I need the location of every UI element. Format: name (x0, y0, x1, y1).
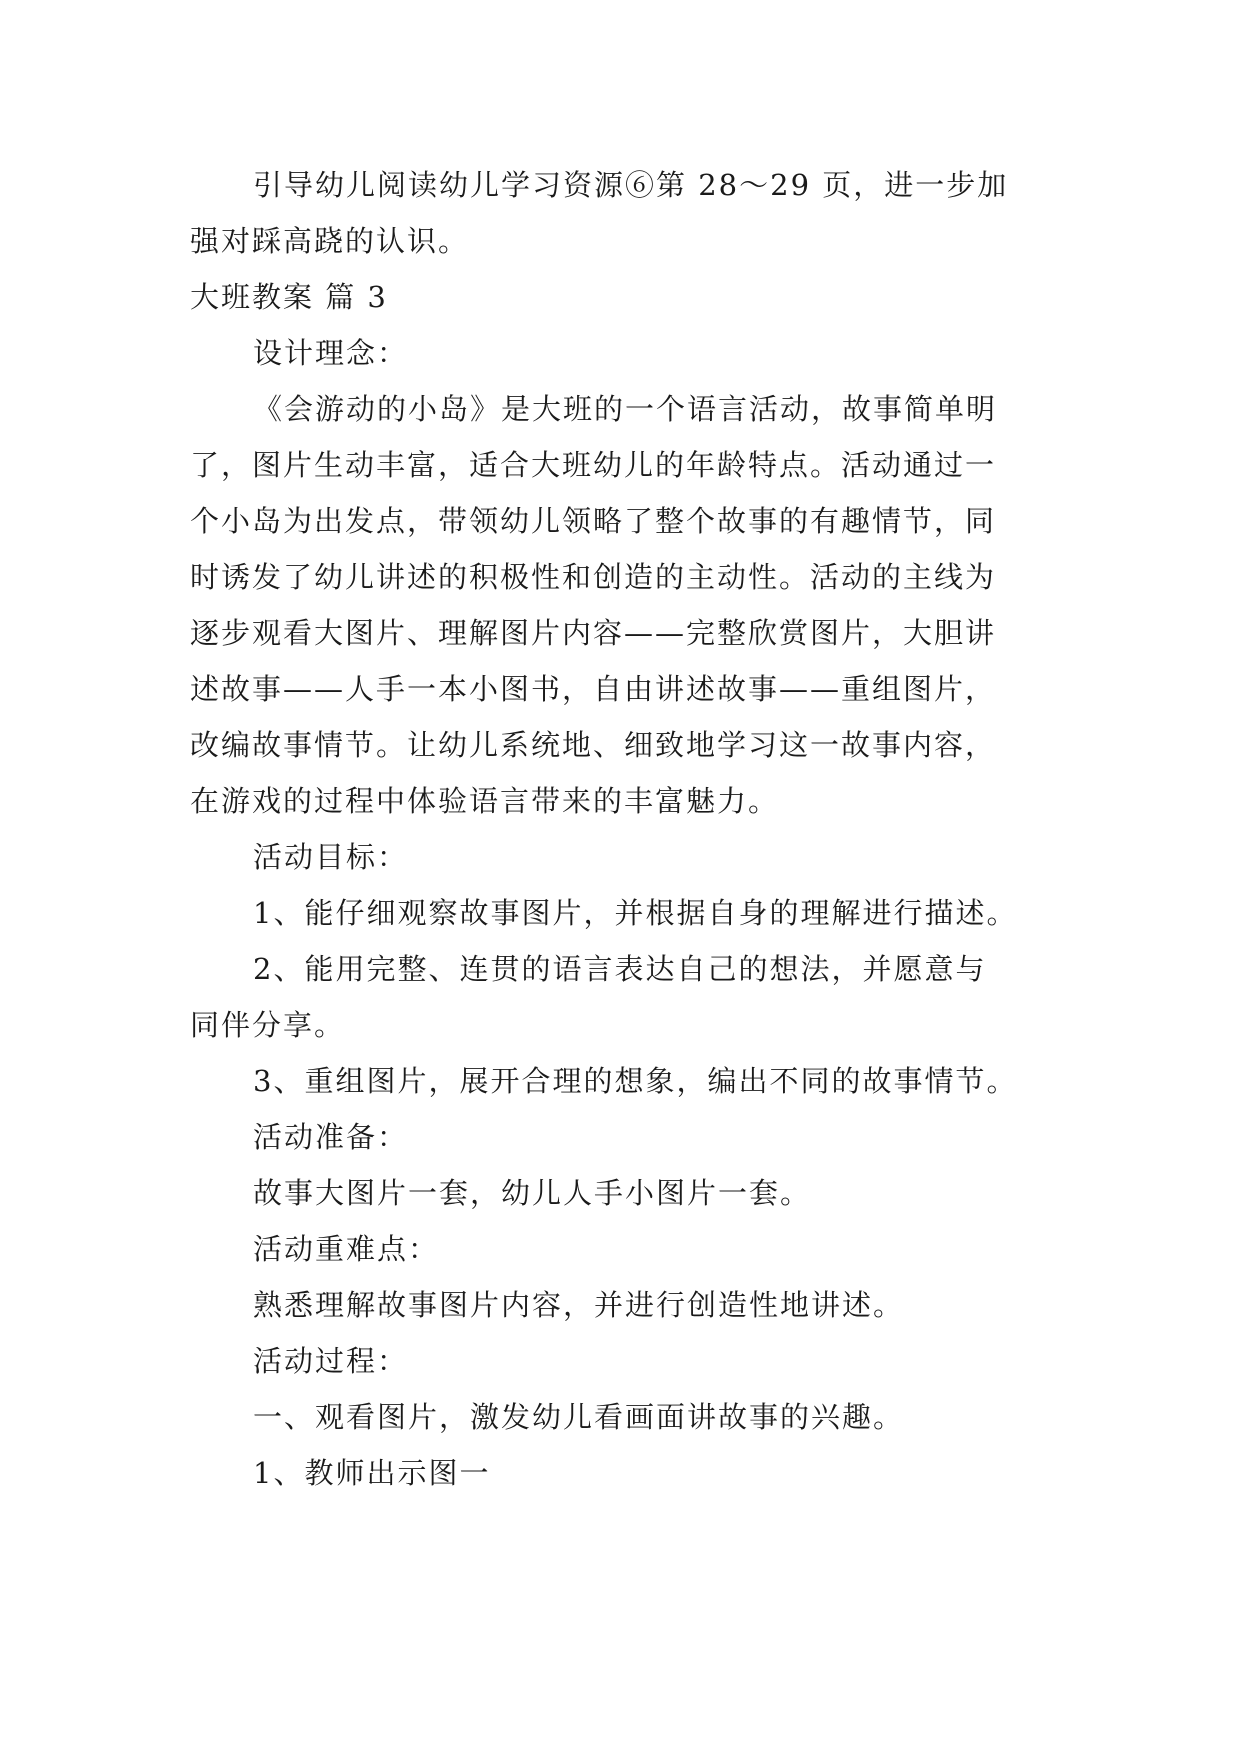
paragraph-line: 逐步观看大图片、理解图片内容——完整欣赏图片，大胆讲 (190, 616, 997, 650)
list-item: 1、教师出示图一 (253, 1456, 491, 1490)
list-item-continuation: 同伴分享。 (190, 1008, 346, 1042)
subheading-activity-goals: 活动目标： (253, 840, 409, 874)
subheading-key-points: 活动重难点： (253, 1232, 440, 1266)
paragraph-line: 引导幼儿阅读幼儿学习资源⑥第 28～29 页，进一步加 (253, 168, 1009, 202)
subheading-activity-preparation: 活动准备： (253, 1120, 409, 1154)
list-item: 一、观看图片，激发幼儿看画面讲故事的兴趣。 (253, 1400, 905, 1434)
subheading-activity-process: 活动过程： (253, 1344, 409, 1378)
section-heading: 大班教案 篇 3 (190, 280, 388, 314)
paragraph-line: 强对踩高跷的认识。 (190, 224, 470, 258)
paragraph-line: 时诱发了幼儿讲述的积极性和创造的主动性。活动的主线为 (190, 560, 997, 594)
paragraph-line: 《会游动的小岛》是大班的一个语言活动，故事简单明 (253, 392, 998, 426)
paragraph-line: 在游戏的过程中体验语言带来的丰富魅力。 (190, 784, 780, 818)
paragraph-line: 故事大图片一套，幼儿人手小图片一套。 (253, 1176, 812, 1210)
paragraph-line: 了，图片生动丰富，适合大班幼儿的年龄特点。活动通过一 (190, 448, 997, 482)
list-item: 3、重组图片，展开合理的想象，编出不同的故事情节。 (253, 1064, 1018, 1098)
paragraph-line: 熟悉理解故事图片内容，并进行创造性地讲述。 (253, 1288, 905, 1322)
subheading-design-concept: 设计理念： (253, 336, 409, 370)
paragraph-line: 个小岛为出发点，带领幼儿领略了整个故事的有趣情节，同 (190, 504, 997, 538)
paragraph-line: 述故事——人手一本小图书，自由讲述故事——重组图片， (190, 672, 997, 706)
list-item: 1、能仔细观察故事图片，并根据自身的理解进行描述。 (253, 896, 1018, 930)
list-item: 2、能用完整、连贯的语言表达自己的想法，并愿意与 (253, 952, 987, 986)
paragraph-line: 改编故事情节。让幼儿系统地、细致地学习这一故事内容， (190, 728, 997, 762)
